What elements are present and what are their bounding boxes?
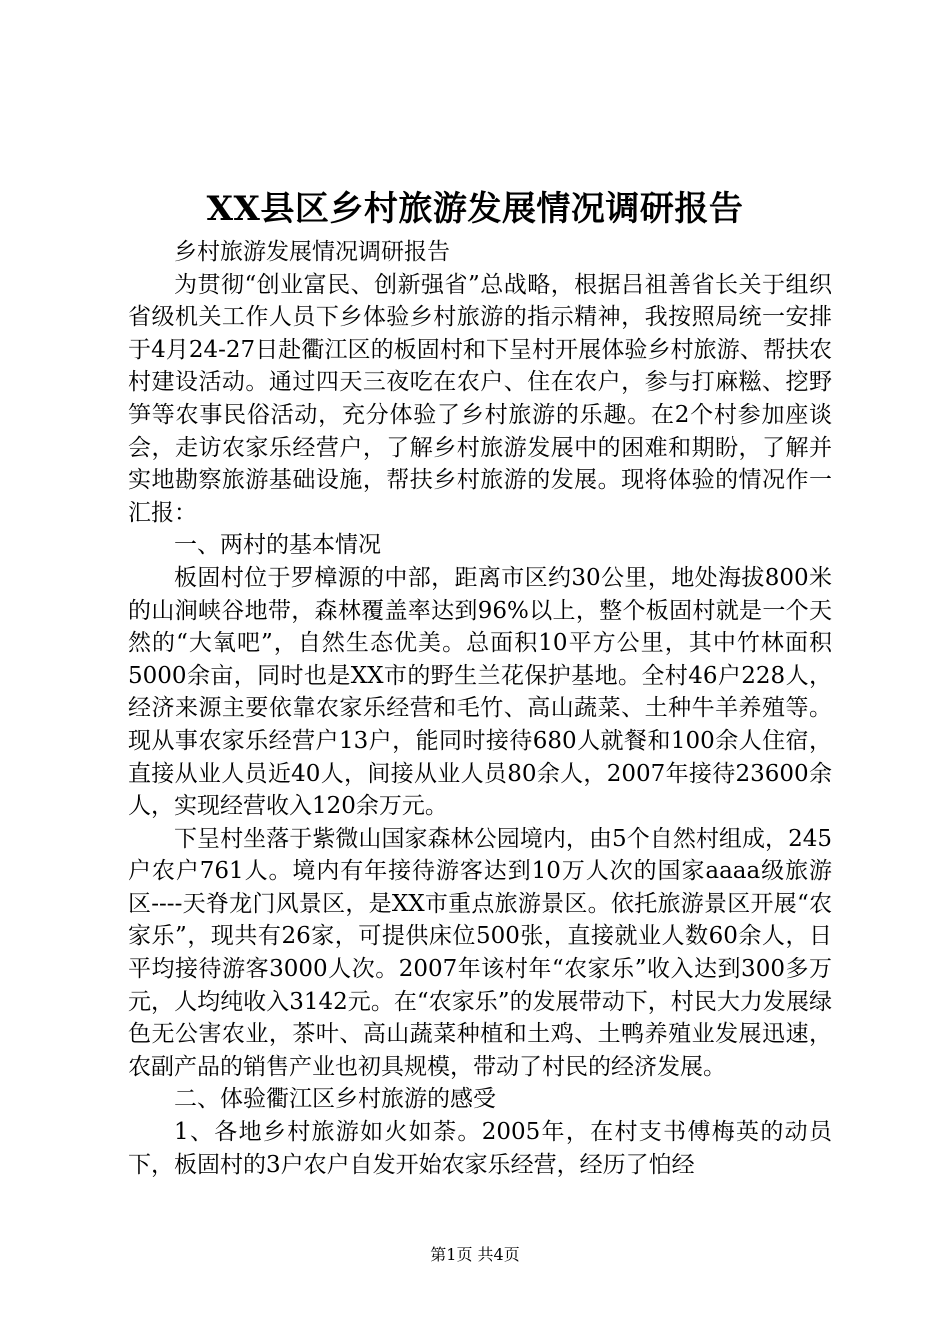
paragraph-bangu-village: 板固村位于罗樟源的中部，距离市区约30公里，地处海拔800米的山涧峡谷地带，森林覆盖率达到96%以上，整个板固村就是一个天然的“大氧吧”，自然生态优美。总面积10平方公里，其中竹林面积5000余亩，同时也是XX市的野生兰花保护基地。全村46户228人，经济来源主要依靠农家乐经营和毛竹、高山蔬菜、土种牛羊养殖等。现从事农家乐经营户13户，能同时接待680人就餐和100余人住宿，直接从业人员近40人，间接从业人员80余人，2007年接待23600余人，实现经营收入120余万元。 [128,564,832,820]
paragraph-subtitle: 乡村旅游发展情况调研报告 [174,239,450,265]
page-footer: 第1页 共4页 [430,1245,520,1264]
document-title: XX县区乡村旅游发展情况调研报告 [206,189,744,229]
paragraph-intro: 为贯彻“创业富民、创新强省”总战略，根据吕祖善省长关于组织省级机关工作人员下乡体验乡村旅游的指示精神，我按照局统一安排于4月24-27日赴衢江区的板固村和下呈村开展体验乡村旅游、帮扶农村建设活动。通过四天三夜吃在农户、住在农户，参与打麻糍、挖野笋等农事民俗活动，充分体验了乡村旅游的乐趣。在2个村参加座谈会，走访农家乐经营户，了解乡村旅游发展中的困难和期盼，了解并实地勘察旅游基础设施，帮扶乡村旅游的发展。现将体验的情况作一汇报： [128,271,832,526]
section-heading-1: 一、两村的基本情况 [174,532,381,559]
paragraph-xiacheng-village: 下呈村坐落于紫微山国家森林公园境内，由5个自然村组成，245户农户761人。境内有年接待游客达到10万人次的国家aaaa级旅游区----天脊龙门风景区，是XX市重点旅游景区。依托旅游景区开展“农家乐”，现共有26家，可提供床位500张，直接就业人数60余人，日平均接待游客3000人次。2007年该村年“农家乐”收入达到300多万元，人均纯收入3142元。在“农家乐”的发展带动下，村民大力发展绿色无公害农业，茶叶、高山蔬菜种植和土鸡、土鸭养殖业发展迅速，农副产品的销售产业也初具规模，带动了村民的经济发展。 [128,825,832,1080]
document-body [128,236,832,1181]
paragraph-experience-1: 1、各地乡村旅游如火如荼。2005年，在村支书傅梅英的动员下，板固村的3户农户自发开始农家乐经营，经历了怕经 [128,1119,832,1178]
section-heading-2: 二、体验衢江区乡村旅游的感受 [174,1086,496,1113]
